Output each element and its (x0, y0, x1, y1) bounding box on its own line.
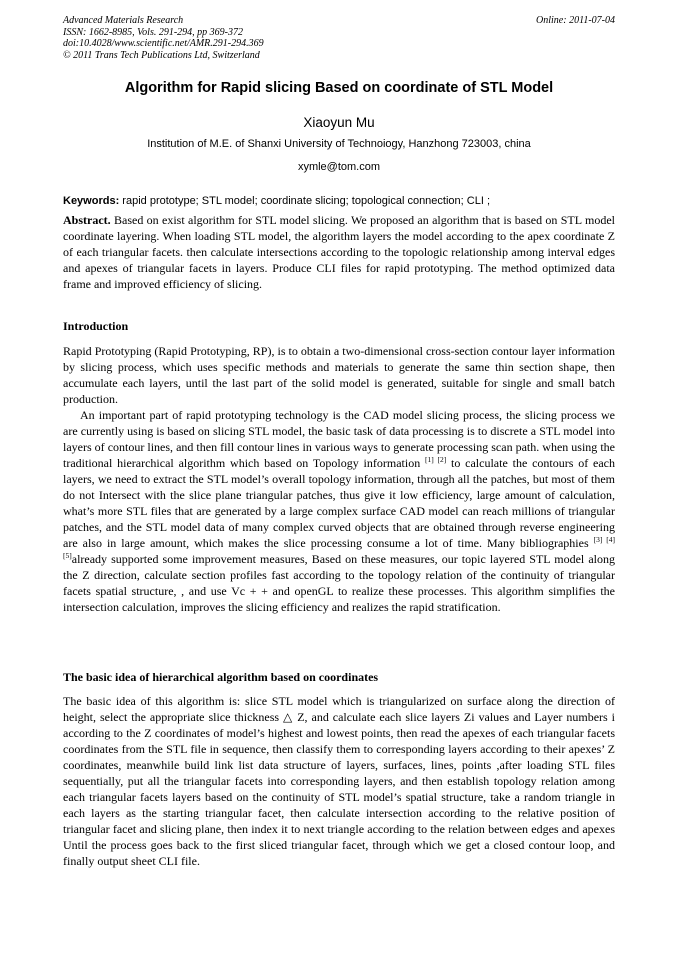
keywords (63, 195, 615, 207)
affiliation: Institution of M.E. of Shanxi University of Technoiogy, Hanzhong 723003, china (147, 138, 531, 150)
citation-3-4-5: [3] [4] [5] (63, 535, 615, 560)
abstract-text: Based on exist algorithm for STL model slicing. We proposed an algorithm that is based on STL model coordinate layering. When loading STL model, the algorithm layers the model according to the apex coordinate Z of each triangular facets. then calculate intersections according to the topologic relationship among interval edges and apexes of triangular facets in layers. Produce CLI files for rapid prototyping. The method optimized data frame and improved efficiency of slicing. (63, 213, 615, 291)
intro-p1-text: Rapid Prototyping (Rapid Prototyping, RP), is to obtain a two-dimensional cross-section contour layer information by slicing process, which uses specific methods and materials to generate the same thin section shape, then accumulate each layers, until the last part of the solid model is generated, suitable for single and small batch production. (63, 344, 615, 406)
intro-p2a-text: An important part of rapid prototyping technology is the CAD model slicing process, the slicing process we are currently using is based on slicing STL model, the basic task of data processing is to discrete a STL model into layers of contour lines, and then fill contour lines in various ways to generate processing scan path. when using the traditional hierarchical algorithm which based on Topology information (63, 408, 615, 470)
journal-name: Advanced Materials Research (63, 15, 184, 26)
basic-p1-text: The basic idea of this algorithm is: slice STL model which is triangularized on surface along the direction of height, select the appropriate slice thickness △ Z, and calculate each slice layers Zi values and Layer numbers i according to the Z coordinates of model’s highest and lowest points, then read the apexes of each triangular facets coordinates from the STL file in sequence, then classify them to corresponding layers according to their apexes’ Z coordinates, meanwhile build link list data structure of layers, surfaces, lines, points ,after loading STL files sequentially, put all the triangular facets into corresponding layers, and then establish topology relation among each triangular facets layers based on the continuity of STL model’s spatial structure, take a random triangle in each layers as the starting triangular facet, then calculate intersection according to the relative position of triangular facet and slicing plane, then index it to next triangle according to the relation between edges and apexes Until the process goes back to the first sliced triangular facet, through which we get a closed contour loop, and finally output sheet CLI file. (63, 694, 615, 868)
abstract (63, 212, 615, 292)
intro-p2c-text: already supported some improvement measures, Based on these measures, our topic layered STL model along the Z direction, calculate section profiles fast according to the topology relation of the continuity of triangular facets spatial structure, , and use Vc + + and openGL to realize these processes. This algorithm simplifies the intersection calculation, improves the slicing efficiency and realizes the rapid stratification. (63, 552, 615, 614)
basic-idea-paragraph (63, 693, 615, 869)
paper-title: Algorithm for Rapid slicing Based on coordinate of STL Model (124, 80, 554, 96)
intro-p2b-text: to calculate the contours of each layers, we need to extract the STL model’s overall topology information, through all the patches, but most of them do not Intersect with the slice plane triangular patches, thus give it low efficiency, large amount of calculation, what’s more STL files that are generated by a large complex surface CAD model can reach millions of triangular patches, and the STL model data of many complex curved objects that are obtained through reverse engineering are also in large amount, which makes the slice processing consume a lot of time. Many bibliographies (63, 456, 615, 550)
doi-line: doi:10.4028/www.scientific.net/AMR.291-294.369 (63, 38, 264, 49)
citation-1-2: [1] [2] (425, 455, 447, 464)
intro-paragraph-2 (63, 407, 615, 615)
abstract-label: Abstract. (63, 213, 111, 227)
issn-line: ISSN: 1662-8985, Vols. 291-294, pp 369-372 (63, 26, 243, 38)
section-heading-basic-idea: The basic idea of hierarchical algorithm based on coordinates (63, 670, 379, 684)
online-date: Online: 2011-07-04 (536, 15, 615, 26)
keywords-text: rapid prototype; STL model; coordinate slicing; topological connection; CLI ; (119, 195, 490, 207)
keywords-label: Keywords: (63, 195, 120, 207)
author-email: xymle@tom.com (297, 161, 381, 173)
journal-header (63, 15, 615, 61)
author-name: Xiaoyun Mu (303, 115, 375, 130)
intro-paragraph-1 (63, 343, 615, 407)
copyright-line: © 2011 Trans Tech Publications Ltd, Switzerland (63, 49, 260, 61)
section-heading-introduction: Introduction (63, 319, 129, 333)
